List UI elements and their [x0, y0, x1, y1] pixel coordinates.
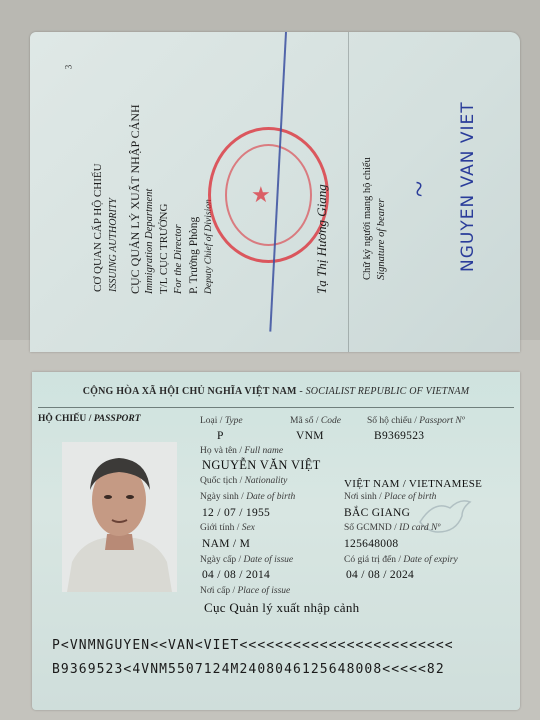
expiry-date-value: 04 / 08 / 2024: [346, 569, 415, 581]
deputy-chief-vi: P. Trưởng Phòng: [188, 216, 200, 294]
passport-upper-page: [30, 32, 520, 352]
dob-value: 12 / 07 / 1955: [202, 507, 271, 519]
code-label: Mã số / Code: [290, 416, 341, 426]
sex-value: NAM / M: [202, 538, 251, 550]
mrz-line-2: B9369523<4VNM5507124M2408046125648008<<<<<82: [52, 662, 445, 677]
department-en: Immigration Department: [144, 188, 155, 294]
bearer-signature: ~: [403, 180, 437, 198]
header-rule: [38, 407, 514, 408]
passport-no-label: Số hộ chiếu / Passport Nº: [367, 416, 465, 426]
bearer-signature-label-vi: Chữ ký người mang hộ chiếu: [362, 157, 373, 280]
republic-vi: CỘNG HÒA XÃ HỘI CHỦ NGHĨA VIỆT NAM: [82, 386, 297, 397]
mrz-line-1: P<VNMNGUYEN<<VAN<VIET<<<<<<<<<<<<<<<<<<<<<<<<: [52, 638, 454, 653]
expiry-date-label: Có giá trị đến / Date of expiry: [344, 555, 458, 565]
bearer-handwritten-name: NGUYEN VAN VIET: [458, 101, 478, 272]
passport-number: B9369523: [374, 430, 425, 442]
sex-label: Giới tính / Sex: [200, 523, 255, 533]
issuing-authority-vi: CƠ QUAN CẤP HỘ CHIẾU: [92, 163, 104, 292]
type-label: Loại / Type: [200, 416, 243, 426]
deputy-chief-en: Deputy Chief of Division: [204, 199, 214, 294]
pob-label: Nơi sinh / Place of birth: [344, 492, 437, 502]
for-director-en: For the Director: [173, 224, 184, 294]
official-red-stamp: [208, 127, 329, 263]
republic-header: [32, 386, 520, 406]
id-label: Số GCMND / ID card Nº: [344, 523, 441, 533]
nationality-value: VIỆT NAM / VIETNAMESE: [344, 478, 483, 490]
for-director-vi: T/L CỤC TRƯỞNG: [158, 203, 170, 294]
type-value: P: [217, 430, 224, 442]
nationality-label: Quốc tịch / Nationality: [200, 476, 288, 486]
holder-photo: [62, 442, 177, 592]
dove-watermark-icon: [416, 494, 474, 540]
bearer-signature-label-en: Signature of bearer: [376, 198, 387, 280]
full-name: NGUYỄN VĂN VIỆT: [202, 458, 321, 472]
passport-data-page: [32, 372, 520, 710]
dob-label: Ngày sinh / Date of birth: [200, 492, 296, 502]
name-label: Họ và tên / Full name: [200, 446, 284, 456]
republic-en: SOCIALIST REPUBLIC OF VIETNAM: [305, 386, 470, 397]
place-issue-value: Cục Quản lý xuất nhập cảnh: [204, 600, 360, 615]
issuing-authority-en: ISSUING AUTHORITY: [108, 198, 119, 292]
code-value: VNM: [296, 430, 324, 442]
id-value: 125648008: [344, 538, 399, 550]
passport-title: HỘ CHIẾU / PASSPORT: [38, 414, 141, 424]
page-number: 3: [63, 64, 74, 70]
issue-date-label: Ngày cấp / Date of issue: [200, 555, 294, 565]
pob-value: BẮC GIANG: [344, 507, 411, 519]
issue-date-value: 04 / 08 / 2014: [202, 569, 271, 581]
officer-name: Tạ Thị Hương Giang: [314, 184, 329, 294]
department-vi: CỤC QUẢN LÝ XUẤT NHẬP CẢNH: [128, 104, 142, 294]
page-divider: [348, 32, 349, 352]
republic-separator: -: [296, 386, 306, 397]
star-icon: ★: [251, 182, 271, 207]
place-issue-label: Nơi cấp / Place of issue: [200, 586, 291, 596]
